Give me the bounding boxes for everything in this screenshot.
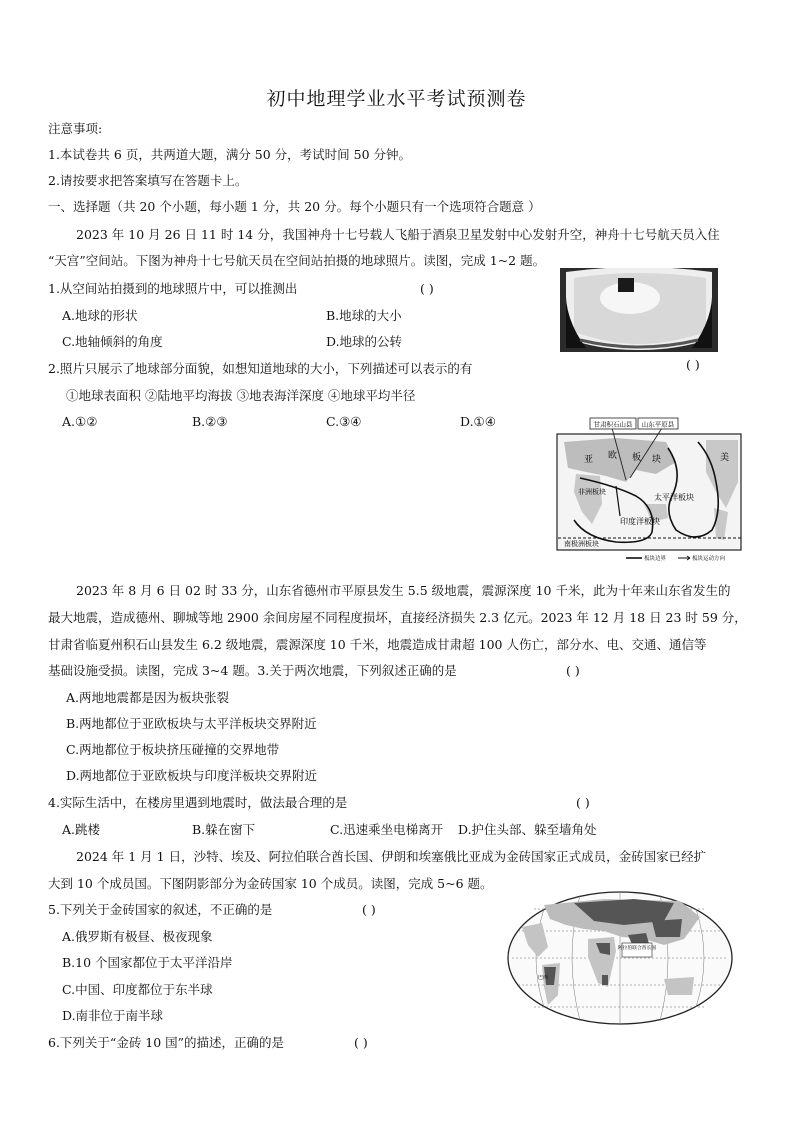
note-1: 1.本试卷共 6 页，共两道大题，满分 50 分，考试时间 50 分钟。 — [48, 147, 412, 162]
passage-2-line-2: 最大地震，造成德州、聊城等地 2900 余间房屋不同程度损坏，直接经济损失 2.3 亿元。2023 年 12 月 18 日 23 时 59 分， — [48, 610, 747, 625]
q5-option-a[interactable]: A.俄罗斯有极昼、极夜现象 — [62, 929, 213, 944]
legend-motion: 板块运动方向 — [692, 556, 726, 562]
world-map-label-brazil: 巴西 — [538, 975, 549, 981]
q5-answer-bracket[interactable]: ( ) — [362, 902, 376, 917]
passage-3-line-1: 2024 年 1 月 1 日，沙特、埃及、阿拉伯联合酋长国、伊朗和埃塞俄比亚成为金砖国家正式成员，金砖国家已经扩 — [76, 849, 707, 864]
q3-option-c[interactable]: C.两地都位于板块挤压碰撞的交界地带 — [66, 742, 280, 757]
plate-label-ou: 欧 — [608, 451, 618, 461]
q4-option-b[interactable]: B.躲在窗下 — [192, 822, 256, 837]
q5-stem: 5.下列关于金砖国家的叙述，不正确的是 — [48, 902, 273, 917]
q1-option-d[interactable]: D.地球的公转 — [326, 334, 403, 349]
q4-option-c[interactable]: C.迅速乘坐电梯离开 — [330, 822, 444, 837]
q4-option-a[interactable]: A.跳楼 — [62, 822, 101, 837]
plate-label-america: 美 — [720, 453, 730, 463]
q5-option-b[interactable]: B.10 个国家都位于太平洋沿岸 — [62, 955, 233, 970]
world-map-label-uae: 阿拉伯联合酋长国 — [617, 946, 657, 951]
legend-boundary: 板块边界 — [644, 556, 667, 562]
section-heading: 一、选择题（共 20 个小题，每小题 1 分，共 20 分。每个小题只有一个选项符合题意 ） — [48, 199, 541, 214]
q5-option-c[interactable]: C.中国、印度都位于东半球 — [62, 982, 213, 997]
plate-label-indian: 印度洋板块 — [620, 517, 660, 526]
map-label-gansu: 甘肃积石山县 — [593, 420, 633, 429]
q1-stem: 1.从空间站拍摄到的地球照片中，可以推测出 — [48, 281, 298, 296]
passage-2-line-3: 甘肃省临夏州积石山县发生 6.2 级地震，震源深度 10 千米，地震造成甘肃超 100 人伤亡，部分水、电、交通、通信等 — [48, 637, 707, 652]
passage-1-line-2: “天宫”空间站。下图为神舟十七号航天员在空间站拍摄的地球照片。读图，完成 1~2 题。 — [48, 253, 546, 268]
q6-answer-bracket[interactable]: ( ) — [354, 1035, 368, 1050]
plate-label-ban: 板 — [632, 453, 642, 463]
q1-option-b[interactable]: B.地球的大小 — [326, 308, 402, 323]
q2-answer-bracket[interactable]: ( ) — [686, 357, 700, 372]
q6-stem: 6.下列关于“金砖 10 国”的描述，正确的是 — [48, 1035, 285, 1050]
plate-label-antarctic: 南极洲板块 — [564, 540, 599, 548]
q3-option-d[interactable]: D.两地都位于亚欧板块与印度洋板块交界附近 — [66, 768, 318, 783]
plate-map — [556, 412, 744, 562]
brics-world-map — [504, 887, 736, 1033]
passage-2-line-4: 基础设施受损。读图，完成 3~4 题。3.关于两次地震，下列叙述正确的是 — [48, 663, 457, 678]
page-title: 初中地理学业水平考试预测卷 — [266, 88, 527, 110]
q2-option-a[interactable]: A.①② — [62, 414, 98, 429]
q2-option-b[interactable]: B.②③ — [192, 414, 228, 429]
q3-answer-bracket[interactable]: ( ) — [566, 663, 580, 678]
q2-option-d[interactable]: D.①④ — [460, 414, 496, 429]
passage-3-line-2: 大到 10 个成员国。下图阴影部分为金砖国家 10 个成员。读图，完成 5~6 题。 — [48, 876, 493, 891]
q1-option-c[interactable]: C.地轴倾斜的角度 — [62, 334, 163, 349]
q2-stem: 2.照片只展示了地球部分面貌，如想知道地球的大小，下列描述可以表示的有 — [48, 361, 473, 376]
q4-stem: 4.实际生活中，在楼房里遇到地震时，做法最合理的是 — [48, 795, 348, 810]
q1-answer-bracket[interactable]: ( ) — [420, 281, 434, 296]
plate-label-kuai: 块 — [652, 455, 662, 465]
q3-option-a[interactable]: A.两地地震都是因为板块张裂 — [66, 690, 230, 705]
q1-option-a[interactable]: A.地球的形状 — [62, 308, 138, 323]
q5-option-d[interactable]: D.南非位于南半球 — [62, 1008, 164, 1023]
plate-label-africa: 非洲板块 — [578, 488, 606, 496]
q3-option-b[interactable]: B.两地都位于亚欧板块与太平洋板块交界附近 — [66, 716, 317, 731]
q2-items: ①地球表面积 ②陆地平均海拔 ③地表海洋深度 ④地球平均半径 — [66, 388, 416, 403]
plate-label-ya: 亚 — [584, 455, 594, 465]
q4-option-d[interactable]: D.护住头部、躲至墙角处 — [458, 822, 597, 837]
q2-option-c[interactable]: C.③④ — [326, 414, 362, 429]
passage-1-line-1: 2023 年 10 月 26 日 11 时 14 分，我国神舟十七号载人飞船于酒泉卫星发射中心发射升空，神舟十七号航天员入住 — [76, 227, 720, 242]
map-label-shandong: 山东平原县 — [641, 420, 675, 429]
passage-2-line-1: 2023 年 8 月 6 日 02 时 33 分，山东省德州市平原县发生 5.5 级地震，震源深度 10 千米，此为十年来山东省发生的 — [76, 583, 731, 598]
earth-photo — [560, 268, 718, 352]
q4-answer-bracket[interactable]: ( ) — [576, 795, 590, 810]
note-2: 2.请按要求把答案填写在答题卡上。 — [48, 173, 248, 188]
notes-heading: 注意事项: — [48, 121, 103, 136]
plate-label-pacific: 太平洋板块 — [654, 493, 694, 502]
